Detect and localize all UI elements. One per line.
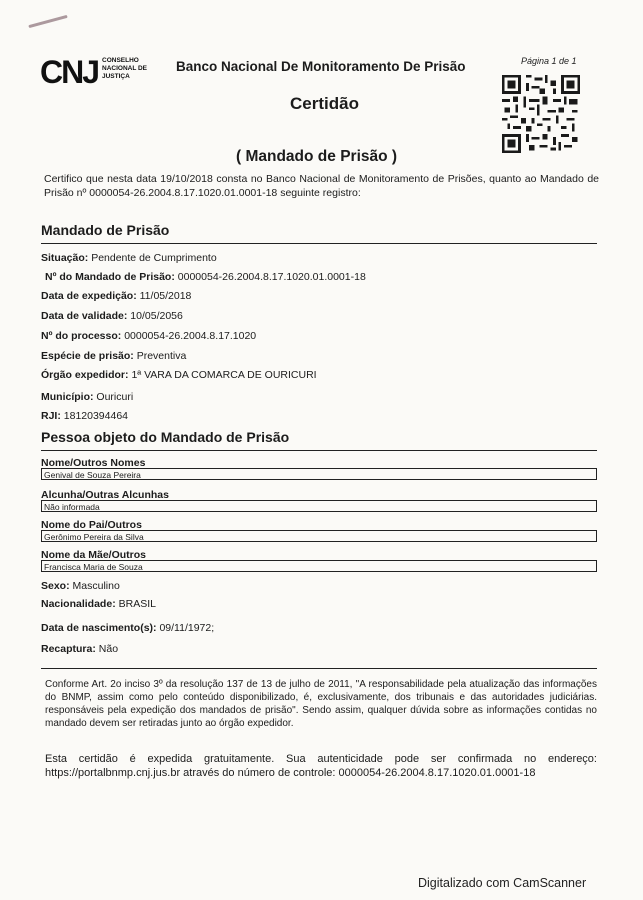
field-label: Data de validade: (41, 310, 128, 322)
field-value: Pendente de Cumprimento (91, 252, 217, 264)
field-data-nascimento (41, 622, 214, 634)
box-label-mae: Nome da Mãe/Outros (41, 549, 147, 561)
section-divider (41, 243, 597, 244)
legal-note: Conforme Art. 2o inciso 3º da resolução 137 de 13 de julho de 2011, "A responsabilidade pela atualização das informações do BNMP, assim como pelo conteúdo disponibilizado, é, exclusivamente, dos tribunais e das autoridades judiciárias. responsáveis pela expedição dos mandados de prisão". Sendo assim, qualquer dúvida sobre as informações contidas no mandado devem ser retiradas junto ao órgão expedidor. (45, 679, 597, 729)
field-situacao (41, 252, 217, 264)
box-value-nome: Genival de Souza Pereira (41, 468, 597, 480)
field-label: Data de nascimento(s): (41, 622, 157, 634)
field-label: Situação: (41, 252, 89, 264)
field-label: Data de expedição: (41, 290, 137, 302)
bank-title: Banco Nacional De Monitoramento De Prisão (176, 59, 466, 74)
field-value: 11/05/2018 (139, 290, 192, 302)
field-recaptura (41, 643, 118, 655)
scanner-watermark: Digitalizado com CamScanner (418, 876, 587, 890)
field-especie-prisao (41, 350, 186, 362)
box-label-pai: Nome do Pai/Outros (41, 519, 142, 531)
field-label: RJI: (41, 410, 61, 422)
field-orgao-expedidor (41, 369, 317, 381)
field-label: Espécie de prisão: (41, 350, 134, 362)
field-value: Masculino (72, 580, 120, 592)
scan-mark (28, 15, 67, 28)
field-label: Sexo: (41, 580, 70, 592)
field-value: Não (98, 643, 119, 655)
field-label: Nº do Mandado de Prisão: (45, 271, 175, 283)
section-divider (41, 450, 597, 451)
field-label: Órgão expedidor: (41, 369, 129, 381)
field-numero-mandado (45, 271, 366, 283)
document-title: Certidão (290, 94, 359, 113)
field-value: 1ª VARA DA COMARCA DE OURICURI (131, 369, 317, 381)
field-label: Recaptura: (41, 643, 96, 655)
field-value: 18120394464 (63, 410, 129, 422)
field-value: 10/05/2056 (130, 310, 183, 322)
authenticity-note: Esta certidão é expedida gratuitamente. Sua autenticidade pode ser confirmada no endereço: https://portalbnmp.cnj.jus.br através do número de controle: 0000054-26.2004.8.17.1020.01.0001-18 (45, 753, 597, 779)
field-label: Nº do processo: (41, 330, 122, 342)
intro-paragraph: Certifico que nesta data 19/10/2018 consta no Banco Nacional de Monitoramento de Prisões, quanto ao Mandado de Prisão nº 0000054-26.2004.8.17.1020.01.0001-18 seguinte registro: (44, 173, 599, 199)
field-nacionalidade (41, 598, 156, 610)
cnj-logo (40, 55, 150, 89)
box-value-pai: Gerônimo Pereira da Silva (41, 530, 597, 542)
field-value: Preventiva (136, 350, 187, 362)
field-data-validade (41, 310, 183, 322)
box-label-alcunha: Alcunha/Outras Alcunhas (41, 489, 169, 501)
field-municipio (41, 391, 133, 403)
field-numero-processo (41, 330, 256, 342)
field-value: 0000054-26.2004.8.17.1020 (124, 330, 257, 342)
field-data-expedicao (41, 290, 191, 302)
field-rji (41, 410, 128, 422)
field-label: Município: (41, 391, 94, 403)
field-value: Ouricuri (96, 391, 134, 403)
field-label: Nacionalidade: (41, 598, 116, 610)
logo-text: CNJ (40, 54, 99, 90)
person-heading: Pessoa objeto do Mandado de Prisão (41, 429, 290, 445)
page-number: Página 1 de 1 (521, 56, 577, 66)
warrant-heading: Mandado de Prisão (41, 222, 170, 238)
field-sexo (41, 580, 120, 592)
box-label-nome: Nome/Outros Nomes (41, 457, 146, 469)
box-value-mae: Francisca Maria de Souza (41, 560, 597, 572)
section-divider (41, 668, 597, 669)
field-value: BRASIL (118, 598, 156, 610)
document-subtitle: ( Mandado de Prisão ) (236, 148, 398, 165)
field-value: 09/11/1972; (159, 622, 215, 634)
field-value: 0000054-26.2004.8.17.1020.01.0001-18 (177, 271, 366, 283)
qr-code (502, 74, 580, 154)
box-value-alcunha: Não informada (41, 500, 597, 512)
logo-subtitle: CONSELHO NACIONAL DE JUSTIÇA (102, 57, 148, 80)
